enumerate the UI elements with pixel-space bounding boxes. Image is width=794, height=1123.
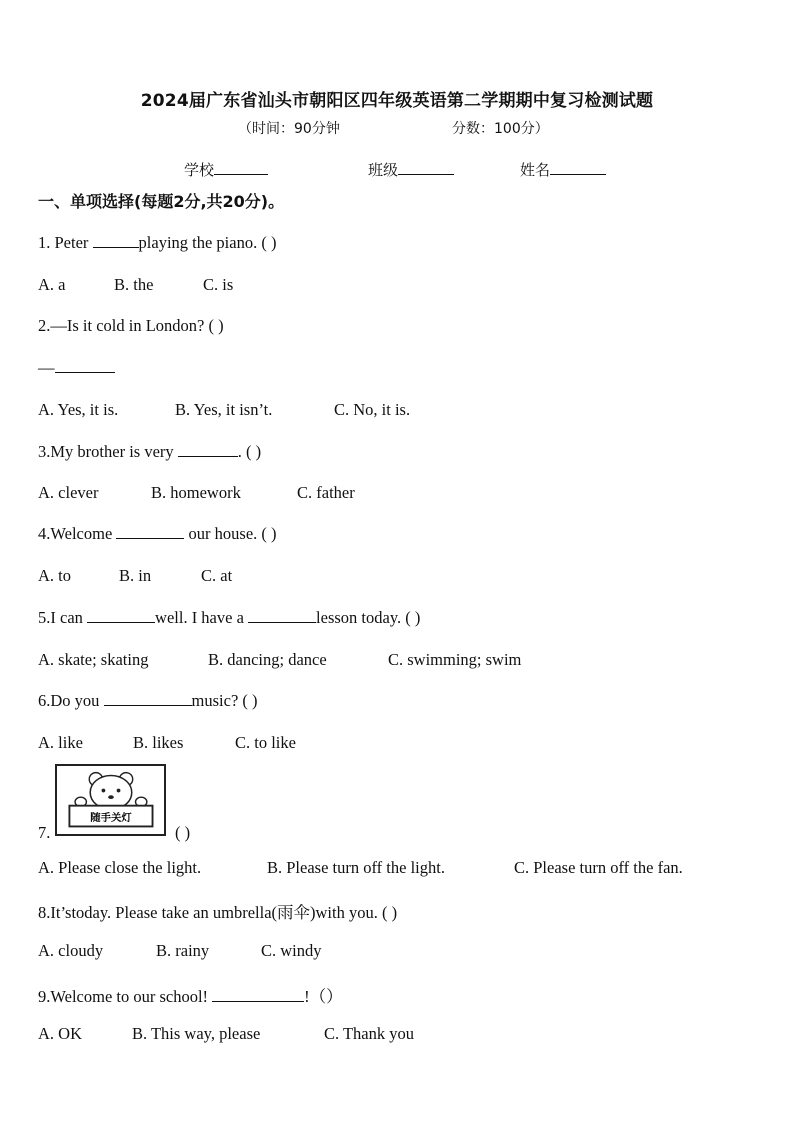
class-field[interactable]	[368, 159, 454, 180]
option-a[interactable]: A. skate; skating	[38, 650, 149, 669]
answer-blank[interactable]	[93, 233, 139, 248]
school-field[interactable]	[184, 159, 268, 180]
page-title: 2024届广东省汕头市朝阳区四年级英语第二学期期中复习检测试题	[140, 91, 654, 111]
question-4: 4.Welcome our house. ( )	[38, 524, 277, 543]
answer-blank-2[interactable]	[248, 608, 316, 623]
question-number: 4.	[38, 524, 51, 543]
option-a[interactable]: A. cloudy	[38, 941, 104, 960]
question-2: 2.—Is it cold in London? ( )	[38, 316, 224, 335]
option-a[interactable]: A. like	[38, 733, 83, 752]
option-c[interactable]: C. No, it is.	[334, 400, 411, 419]
exam-time: （时间：90分钟	[238, 121, 340, 137]
option-a[interactable]: A. a	[38, 275, 66, 294]
answer-blank[interactable]	[212, 987, 304, 1002]
option-c[interactable]: C. Please turn off the fan.	[514, 858, 683, 877]
bear-sign-picture	[55, 764, 166, 836]
question-number: 8.	[38, 903, 51, 922]
option-c[interactable]: C. Thank you	[324, 1024, 414, 1043]
question-1: 1. Peter playing the piano. ( )	[38, 233, 277, 252]
option-b[interactable]: B. likes	[133, 733, 184, 752]
exam-score: 分数：100分）	[452, 121, 549, 137]
option-a[interactable]: A. Yes, it is.	[38, 400, 119, 419]
question-number: 5.	[38, 608, 51, 627]
question-3: 3.My brother is very . ( )	[38, 442, 262, 461]
option-c[interactable]: C. to like	[235, 733, 296, 752]
name-blank[interactable]	[550, 160, 606, 175]
option-b[interactable]: B. the	[114, 275, 154, 294]
question-5: 5.I can well. I have a lesson today. ( )	[38, 608, 421, 627]
option-b[interactable]: B. dancing; dance	[208, 650, 327, 669]
option-a[interactable]: A. to	[38, 566, 71, 585]
option-c[interactable]: C. windy	[261, 941, 322, 960]
option-b[interactable]: B. homework	[151, 483, 241, 502]
option-b[interactable]: B. Please turn off the light.	[267, 858, 445, 877]
option-c[interactable]: C. is	[203, 275, 234, 294]
option-c[interactable]: C. at	[201, 566, 233, 585]
name-field[interactable]	[520, 159, 606, 180]
sign-text: 随手关灯	[90, 811, 132, 824]
question-9: 9.Welcome to our school! !（）	[38, 987, 343, 1006]
answer-line[interactable]: —	[38, 358, 115, 378]
question-7-paren: ( )	[175, 823, 191, 842]
bear-sign-illustration	[57, 766, 164, 834]
class-blank[interactable]	[398, 160, 454, 175]
school-blank[interactable]	[214, 160, 268, 175]
question-8: 8.It’stoday. Please take an umbrella(雨伞)with you. ( )	[38, 903, 398, 922]
question-number: 3.	[38, 442, 51, 461]
name-label: 姓名	[520, 161, 551, 179]
option-b[interactable]: B. This way, please	[132, 1024, 261, 1043]
section-title: 一、单项选择(每题2分,共20分)。	[38, 192, 285, 211]
answer-blank-1[interactable]	[87, 608, 155, 623]
answer-blank[interactable]	[178, 442, 238, 457]
option-b[interactable]: B. in	[119, 566, 152, 585]
question-number: 1.	[38, 233, 51, 252]
option-a[interactable]: A. OK	[38, 1024, 82, 1043]
option-b[interactable]: B. Yes, it isn’t.	[175, 400, 273, 419]
option-a[interactable]: A. clever	[38, 483, 99, 502]
question-number: 2.	[38, 316, 51, 335]
option-c[interactable]: C. father	[297, 483, 355, 502]
class-label: 班级	[368, 161, 399, 179]
question-number: 9.	[38, 987, 51, 1006]
answer-blank[interactable]	[104, 691, 192, 706]
option-c[interactable]: C. swimming; swim	[388, 650, 522, 669]
question-6: 6.Do you music? ( )	[38, 691, 258, 710]
option-a[interactable]: A. Please close the light.	[38, 858, 202, 877]
school-label: 学校	[184, 161, 215, 179]
option-b[interactable]: B. rainy	[156, 941, 210, 960]
answer-blank[interactable]	[55, 358, 115, 373]
question-7-number: 7.	[38, 823, 51, 842]
answer-blank[interactable]	[116, 524, 184, 539]
question-number: 6.	[38, 691, 51, 710]
